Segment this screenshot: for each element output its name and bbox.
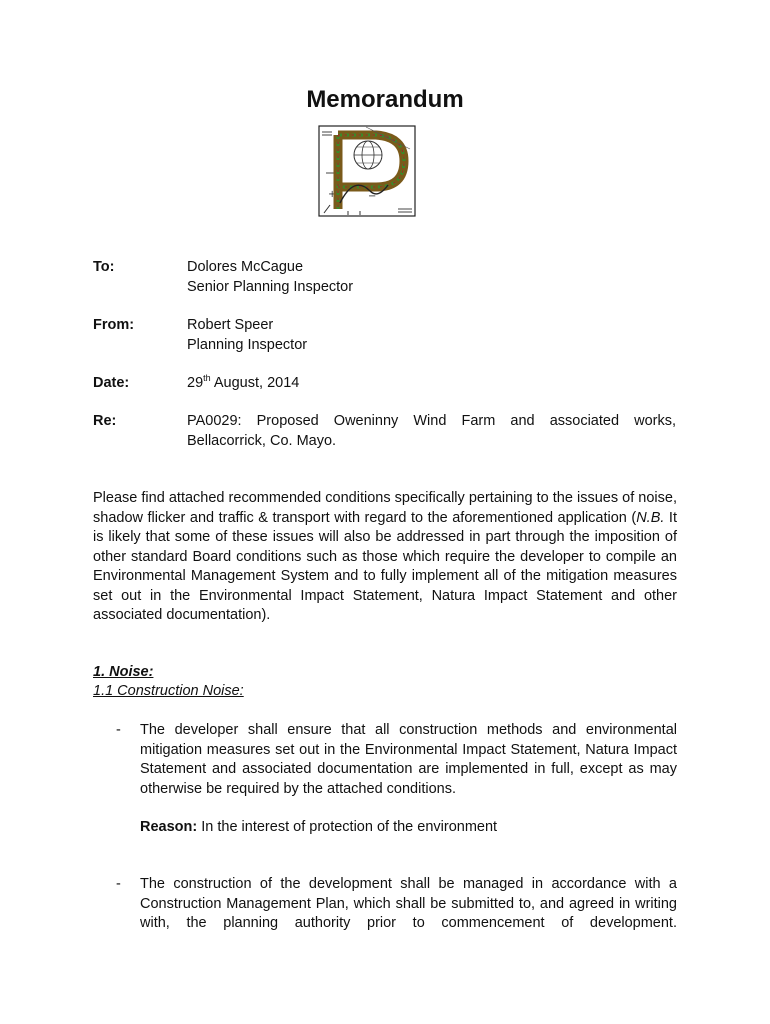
planning-board-logo-icon xyxy=(318,125,416,217)
date-day: 29 xyxy=(187,375,204,391)
memo-title: Memorandum xyxy=(306,86,464,113)
to-label: To: xyxy=(93,259,115,275)
svg-text:−: − xyxy=(368,191,377,202)
re-subject: PA0029: Proposed Oweninny Wind Farm and associated works, Bellacorrick, Co. Mayo. xyxy=(187,413,676,449)
intro-nb: N.B. xyxy=(636,509,665,526)
svg-text:+: + xyxy=(328,189,337,200)
subsection-heading-construction-noise: 1.1 Construction Noise: xyxy=(93,683,244,699)
section-heading-noise: 1. Noise: xyxy=(93,664,154,680)
from-name: Robert Speer xyxy=(187,317,274,333)
list-item-dash: - xyxy=(116,722,121,738)
intro-part2: It is likely that some of these issues will also be addressed in part through the imposition of other standard Board conditions such as those which require the developer to compile an Environmental Management System and to fully implement all of the mitigation measures set out in the Environmental Impact Statement, Natura Impact Statement and other associated documentation). xyxy=(93,509,677,623)
list-item-text: The developer shall ensure that all construction methods and environmental mitigation measures set out in the Environmental Impact Statement, Natura Impact Statement and associated documentation are implemented in full, except as may otherwise be required by the attached conditions. xyxy=(140,722,677,797)
list-item-dash: - xyxy=(116,876,121,892)
reason-label: Reason: xyxy=(140,819,198,835)
date-suffix: th xyxy=(203,373,211,384)
intro-part1: Please find attached recommended conditions specifically pertaining to the issues of noise, shadow flicker and traffic & transport with regard to the aforementioned application ( xyxy=(93,490,677,526)
list-item-text: The construction of the development shall be managed in accordance with a Construction Management Plan, which shall be submitted to, and agreed in writing with, the planning authority prior to commencement of development. xyxy=(140,876,677,931)
to-name: Dolores McCague xyxy=(187,259,304,275)
to-recipient xyxy=(187,258,353,297)
re-label: Re: xyxy=(93,413,117,429)
from-sender xyxy=(187,316,307,355)
reason-text: In the interest of protection of the environment xyxy=(197,819,498,835)
date-label: Date: xyxy=(93,375,130,391)
from-role: Planning Inspector xyxy=(187,336,308,353)
date-rest: August, 2014 xyxy=(210,375,300,391)
intro-paragraph xyxy=(93,489,677,626)
to-role: Senior Planning Inspector xyxy=(187,278,354,295)
from-label: From: xyxy=(93,317,135,333)
date-value xyxy=(187,374,299,394)
reason-line xyxy=(140,818,677,838)
